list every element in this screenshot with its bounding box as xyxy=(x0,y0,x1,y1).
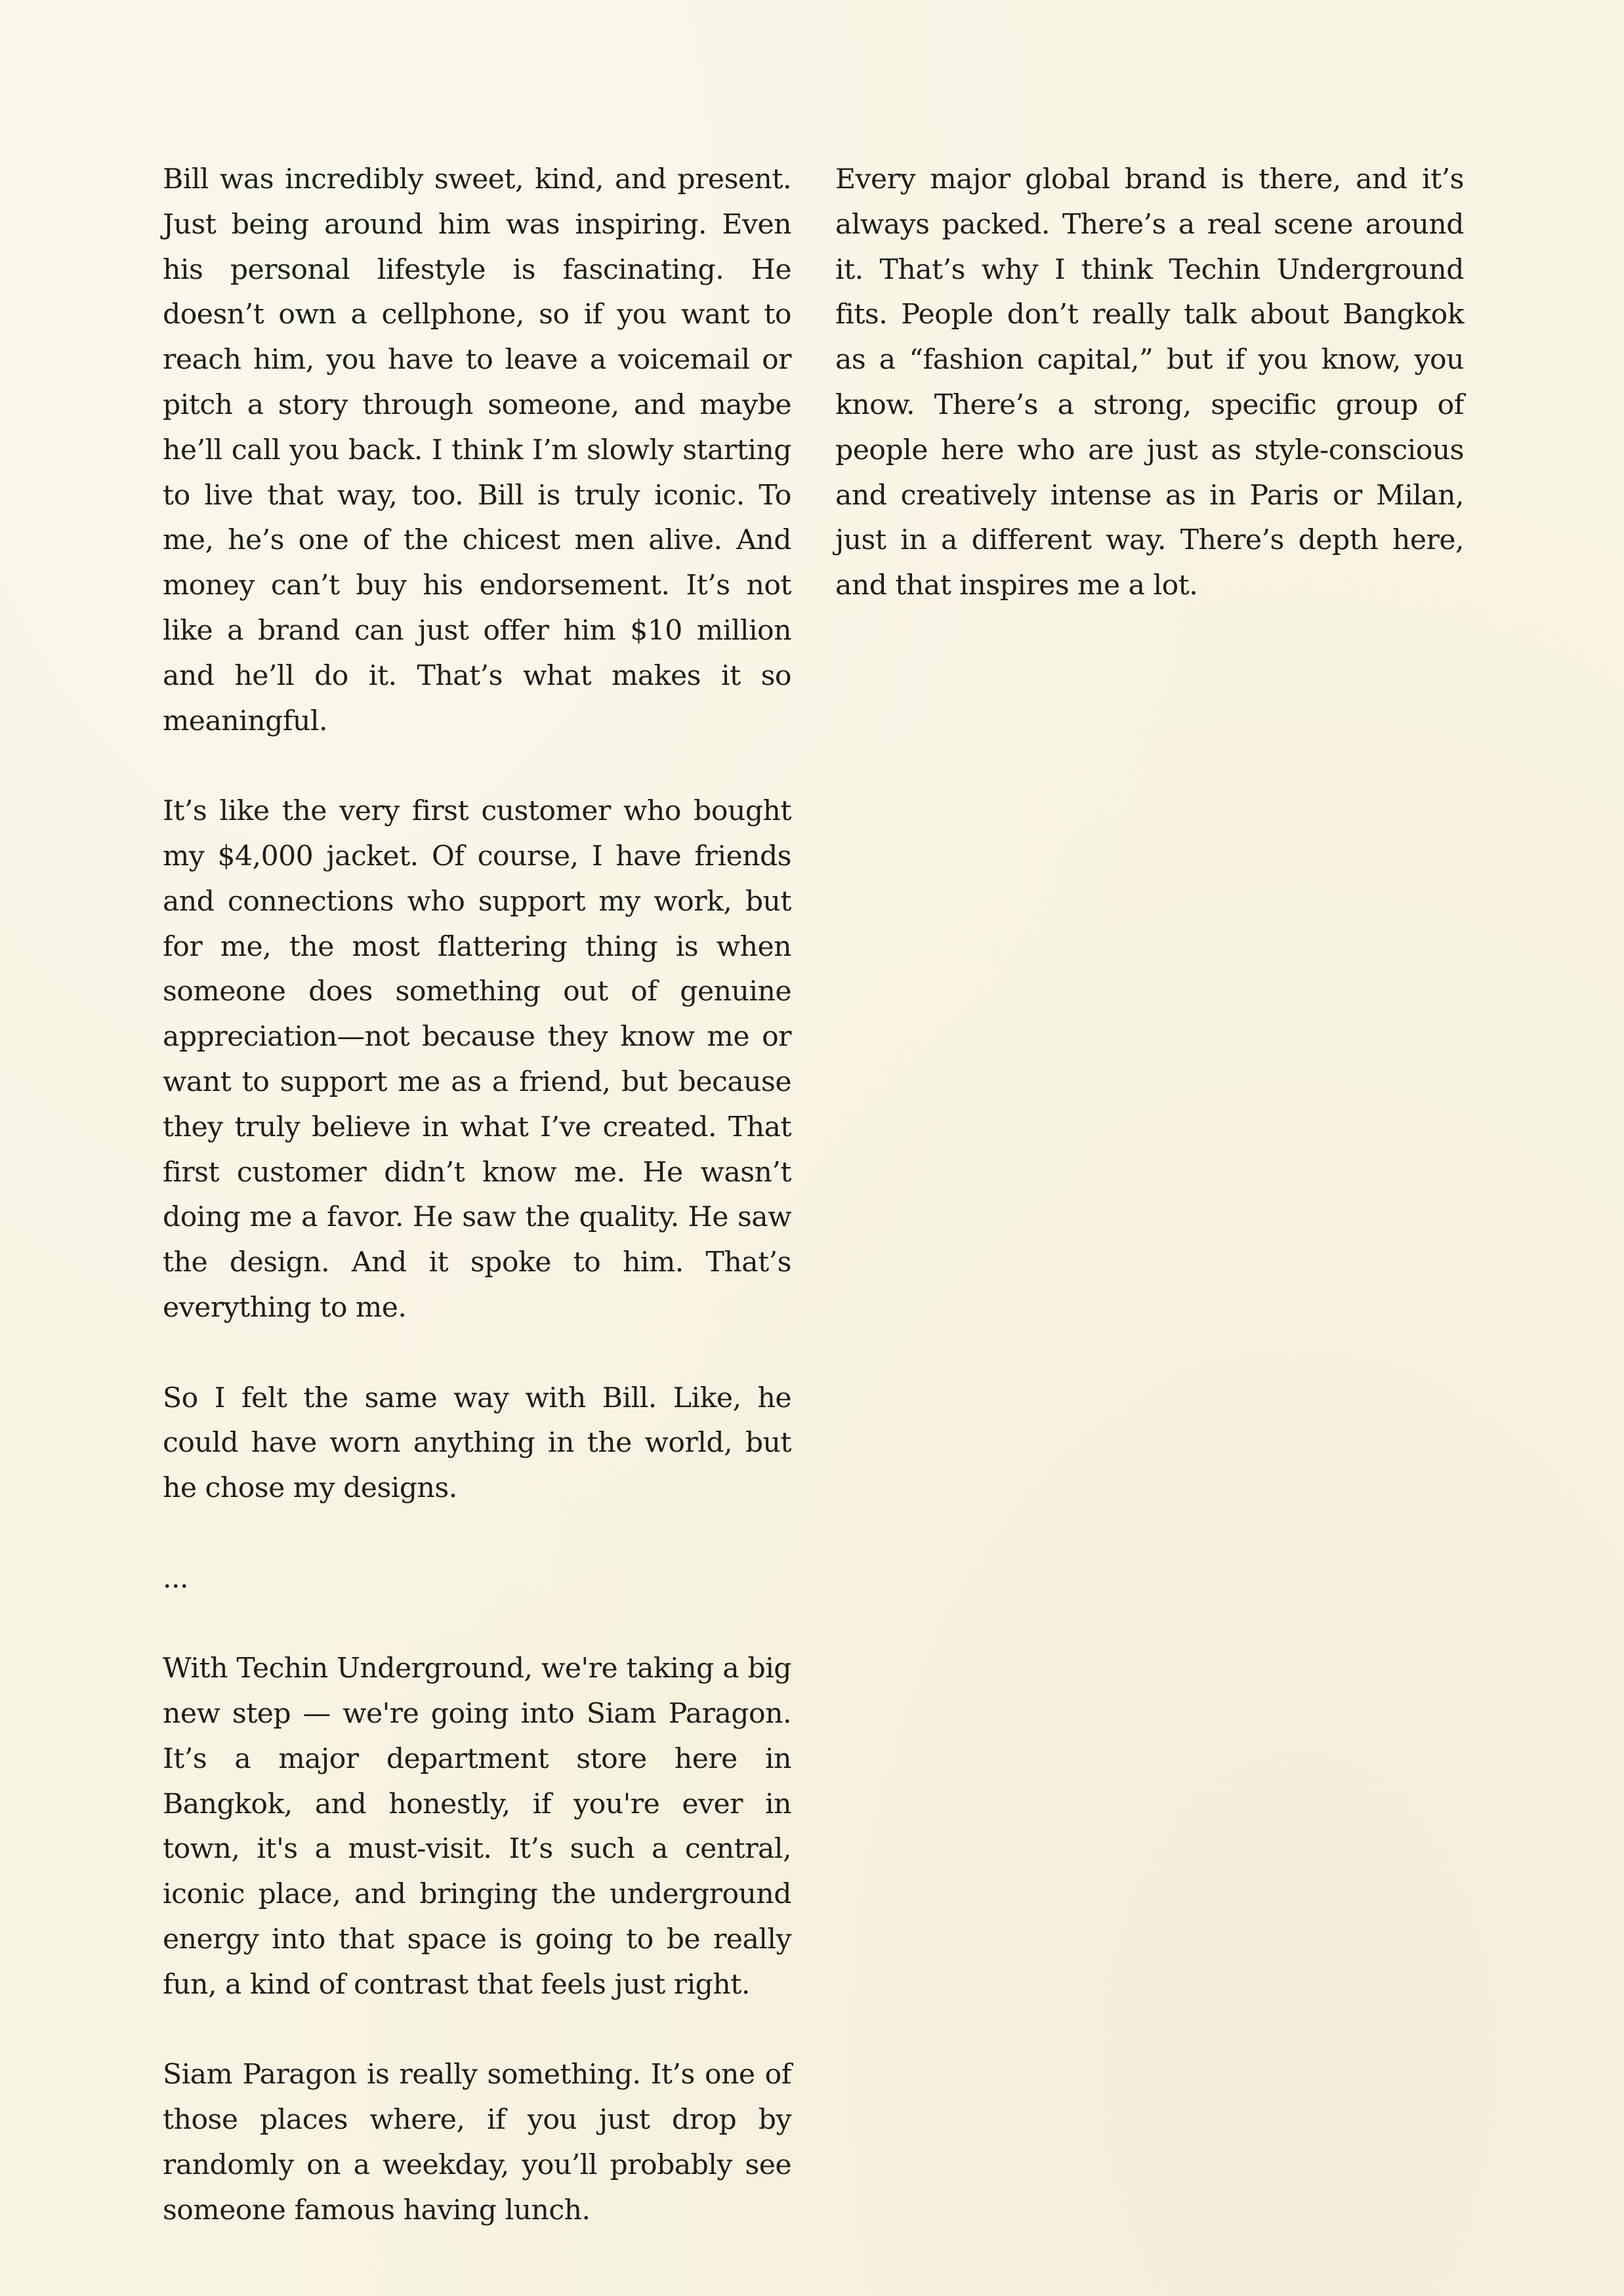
paragraph: Every major global brand is there, and it’s always packed. There’s a real scene around it. That’s why I think Techin Underground fits. People don’t really talk about Bangkok as a “fashion capital,” but if you know, you know. There’s a strong, specific group of people here who are just as style-conscious and creatively intense as in Paris or Milan, just in a different way. There’s depth here, and that inspires me a lot. xyxy=(835,163,1464,602)
paragraph: So I felt the same way with Bill. Like, he could have worn anything in the world, but he chose my designs. xyxy=(163,1382,791,1505)
paragraph: It’s like the very first customer who bought my $4,000 jacket. Of course, I have friends and connections who support my work, but for me, the most flattering thing is when someone does something out of genuine appreciation—not because they know me or want to support me as a friend, but because they truly believe in what I’ve created. That first customer didn’t know me. He wasn’t doing me a favor. He saw the quality. He saw the design. And it spoke to him. That’s everything to me. xyxy=(163,795,791,1324)
paragraph: With Techin Underground, we're taking a big new step — we're going into Siam Paragon. It’s a major department store here in Bangkok, and honestly, if you're ever in town, it's a must-visit. It’s such a central, iconic place, and bringing the underground energy into that space is going to be really fun, a kind of contrast that feels just right. xyxy=(163,1652,791,2001)
right-text-column xyxy=(835,157,1464,609)
paragraph: Bill was incredibly sweet, kind, and present. Just being around him was inspiring. Even his personal lifestyle is fascinating. He doesn’t own a cellphone, so if you want to reach him, you have to leave a voicemail or pitch a story through someone, and maybe he’ll call you back. I think I’m slowly starting to live that way, too. Bill is truly iconic. To me, he’s one of the chicest men alive. And money can’t buy his endorsement. It’s not like a brand can just offer him $10 million and he’ll do it. That’s what makes it so meaningful. xyxy=(163,163,791,737)
left-text-column xyxy=(163,157,791,2234)
section-break-ellipsis: ... xyxy=(163,1562,189,1595)
paragraph: Siam Paragon is really something. It’s one of those places where, if you just drop by randomly on a weekday, you’ll probably see someone famous having lunch. xyxy=(163,2059,791,2226)
